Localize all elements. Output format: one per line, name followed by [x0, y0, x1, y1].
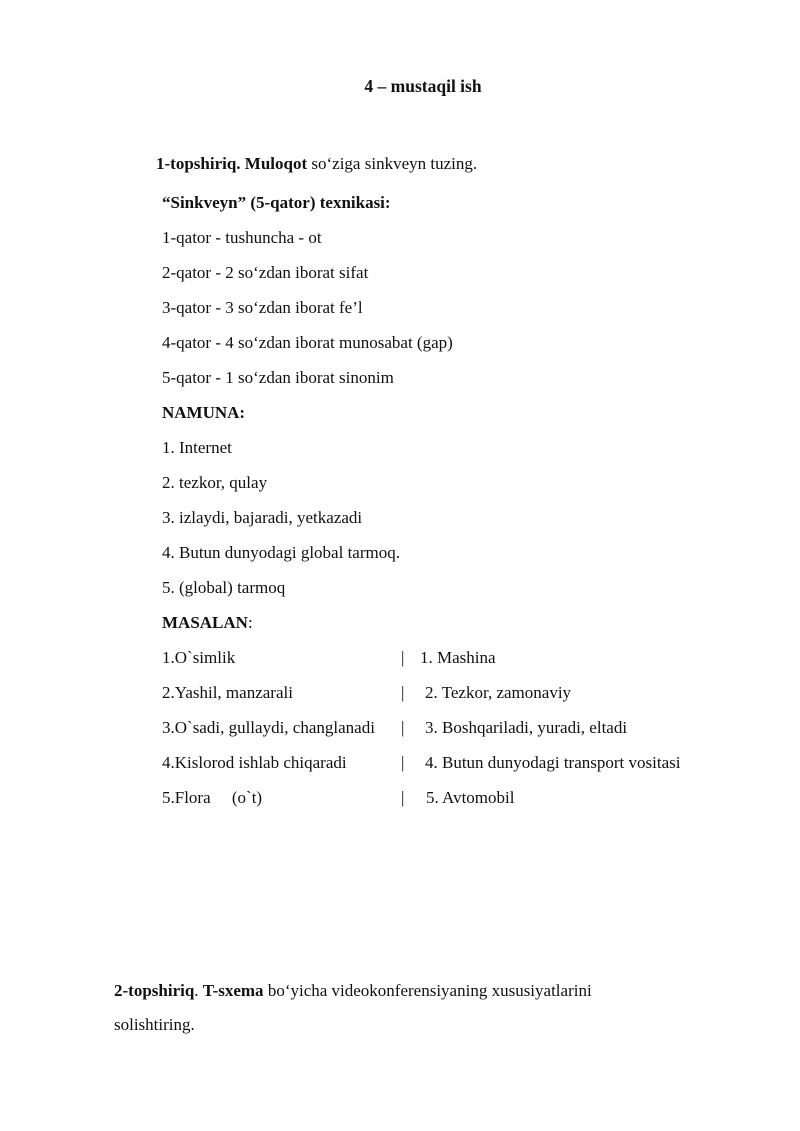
namuna-heading: NAMUNA:	[162, 403, 246, 422]
task2-label: 2-topshiriq	[114, 981, 195, 1000]
example-separator-4: |	[401, 753, 405, 772]
technique-row-2: 2-qator - 2 so‘zdan iborat sifat	[162, 263, 369, 282]
task1-keyword: Muloqot	[244, 154, 308, 173]
task2-text: bo‘yicha videokonferensiyaning xususiyatlarini	[263, 981, 592, 1000]
example-separator-5: |	[401, 788, 405, 807]
task1-text: so‘ziga sinkveyn tuzing.	[307, 154, 478, 173]
example-left-2: 2.Yashil, manzarali	[162, 683, 293, 702]
namuna-item-1: 1. Internet	[162, 438, 232, 457]
task2-line	[114, 981, 592, 1001]
task1-line	[156, 154, 477, 174]
example-left-5: 5.Flora (o`t)	[162, 788, 263, 807]
example-right-3: 3. Boshqariladi, yuradi, eltadi	[425, 718, 628, 737]
page-title: 4 – mustaqil ish	[364, 76, 482, 96]
technique-heading: “Sinkveyn” (5-qator) texnikasi:	[162, 193, 391, 212]
namuna-item-5: 5. (global) tarmoq	[162, 578, 286, 597]
example-separator-3: |	[401, 718, 405, 737]
technique-row-5: 5-qator - 1 so‘zdan iborat sinonim	[162, 368, 394, 387]
technique-row-4: 4-qator - 4 so‘zdan iborat munosabat (gap)	[162, 333, 453, 352]
technique-row-1: 1-qator - tushuncha - ot	[162, 228, 322, 247]
example-left-4: 4.Kislorod ishlab chiqaradi	[162, 753, 347, 772]
masalan-heading-line	[162, 613, 253, 633]
task2-line-2: solishtiring.	[114, 1015, 195, 1034]
example-left-3: 3.O`sadi, gullaydi, changlanadi	[162, 718, 375, 737]
example-left-1: 1.O`simlik	[162, 648, 236, 667]
example-right-4: 4. Butun dunyodagi transport vositasi	[425, 753, 681, 772]
technique-row-3: 3-qator - 3 so‘zdan iborat fe’l	[162, 298, 363, 317]
example-right-2: 2. Tezkor, zamonaviy	[425, 683, 572, 702]
task2-dot: .	[194, 981, 203, 1000]
task1-label: 1-topshiriq.	[156, 154, 241, 173]
example-right-5: 5. Avtomobil	[426, 788, 515, 807]
namuna-item-4: 4. Butun dunyodagi global tarmoq.	[162, 543, 400, 562]
task2-keyword: T-sxema	[202, 981, 264, 1000]
example-right-1: 1. Mashina	[420, 648, 496, 667]
masalan-colon: :	[247, 613, 253, 632]
namuna-item-2: 2. tezkor, qulay	[162, 473, 268, 492]
namuna-item-3: 3. izlaydi, bajaradi, yetkazadi	[162, 508, 363, 527]
example-separator-1: |	[401, 648, 405, 667]
example-separator-2: |	[401, 683, 405, 702]
masalan-heading: MASALAN	[162, 613, 248, 632]
